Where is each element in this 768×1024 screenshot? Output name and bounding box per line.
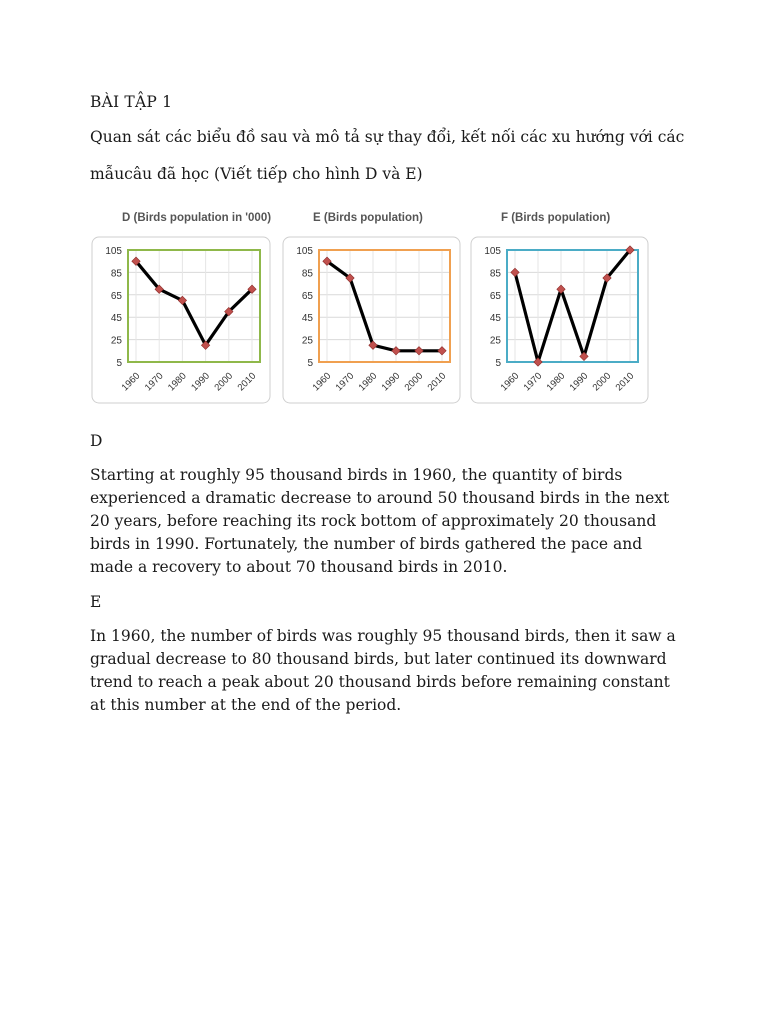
x-tick-label: 1960 (119, 370, 143, 394)
y-tick-label: 45 (110, 313, 122, 325)
x-tick-label: 1990 (567, 370, 591, 394)
section-e-paragraph: In 1960, the number of birds was roughly 95 thousand birds, then it saw a gradual decrease to 80 thousand birds, but later continued its downward trend to reach a peak about 20 thousand birds before remaining constant at this number at the end of the period. (90, 627, 676, 714)
x-tick-label: 2010 (613, 370, 637, 394)
x-tick-label: 2000 (212, 370, 236, 394)
y-tick-label: 25 (301, 335, 313, 347)
chart-2 (471, 212, 648, 403)
instructions-line-1: Quan sát các biểu đồ sau và mô tả sự thay đổi, kết nối các xu hướng với các (90, 128, 685, 146)
y-tick-label: 85 (301, 268, 313, 280)
x-tick-label: 1990 (379, 370, 403, 394)
y-tick-label: 105 (484, 246, 501, 257)
y-tick-label: 5 (495, 358, 501, 369)
x-tick-label: 2000 (402, 370, 426, 394)
chart-0 (92, 212, 271, 403)
charts-figure (80, 200, 660, 410)
x-tick-label: 1970 (521, 370, 545, 394)
chart-1 (283, 212, 460, 403)
x-tick-label: 1960 (498, 370, 522, 394)
y-tick-label: 5 (116, 358, 122, 369)
x-tick-label: 2010 (425, 370, 449, 394)
x-tick-label: 1980 (166, 370, 189, 394)
instructions-line-2: mẫucâu đã học (Viết tiếp cho hình D và E) (90, 165, 423, 183)
y-tick-label: 85 (489, 268, 501, 280)
y-tick-label: 85 (110, 268, 122, 280)
x-tick-label: 1980 (356, 370, 380, 394)
chart-title: E (Birds population) (313, 212, 423, 224)
x-tick-label: 2000 (590, 370, 614, 394)
section-d-paragraph: Starting at roughly 95 thousand birds in 1960, the quantity of birds experienced a dramatic decrease to around 50 thousand birds in the next 20 years, before reaching its rock bottom of approximately 20 thousand birds in 1990. Fortunately, the number of birds gathered the pace and made a recovery to about 70 thousand birds in 2010. (90, 466, 670, 576)
chart-title: F (Birds population) (501, 212, 611, 224)
section-d-label: D (90, 432, 103, 450)
exercise-heading: BÀI TẬP 1 (90, 93, 173, 111)
x-tick-label: 1990 (189, 370, 212, 394)
y-tick-label: 25 (489, 335, 501, 347)
y-tick-label: 65 (489, 290, 501, 302)
section-e-label: E (90, 593, 102, 611)
y-tick-label: 105 (296, 246, 313, 257)
y-tick-label: 45 (489, 313, 501, 325)
x-tick-label: 2010 (235, 370, 259, 394)
x-tick-label: 1980 (544, 370, 568, 394)
x-tick-label: 1970 (142, 370, 166, 394)
x-tick-label: 1970 (333, 370, 357, 394)
x-tick-label: 1960 (310, 370, 334, 394)
y-tick-label: 5 (307, 358, 313, 369)
y-tick-label: 65 (110, 290, 122, 302)
y-tick-label: 65 (301, 290, 313, 302)
y-tick-label: 105 (105, 246, 122, 257)
chart-title: D (Birds population in '000) (122, 212, 272, 224)
y-tick-label: 25 (110, 335, 122, 347)
y-tick-label: 45 (301, 313, 313, 325)
